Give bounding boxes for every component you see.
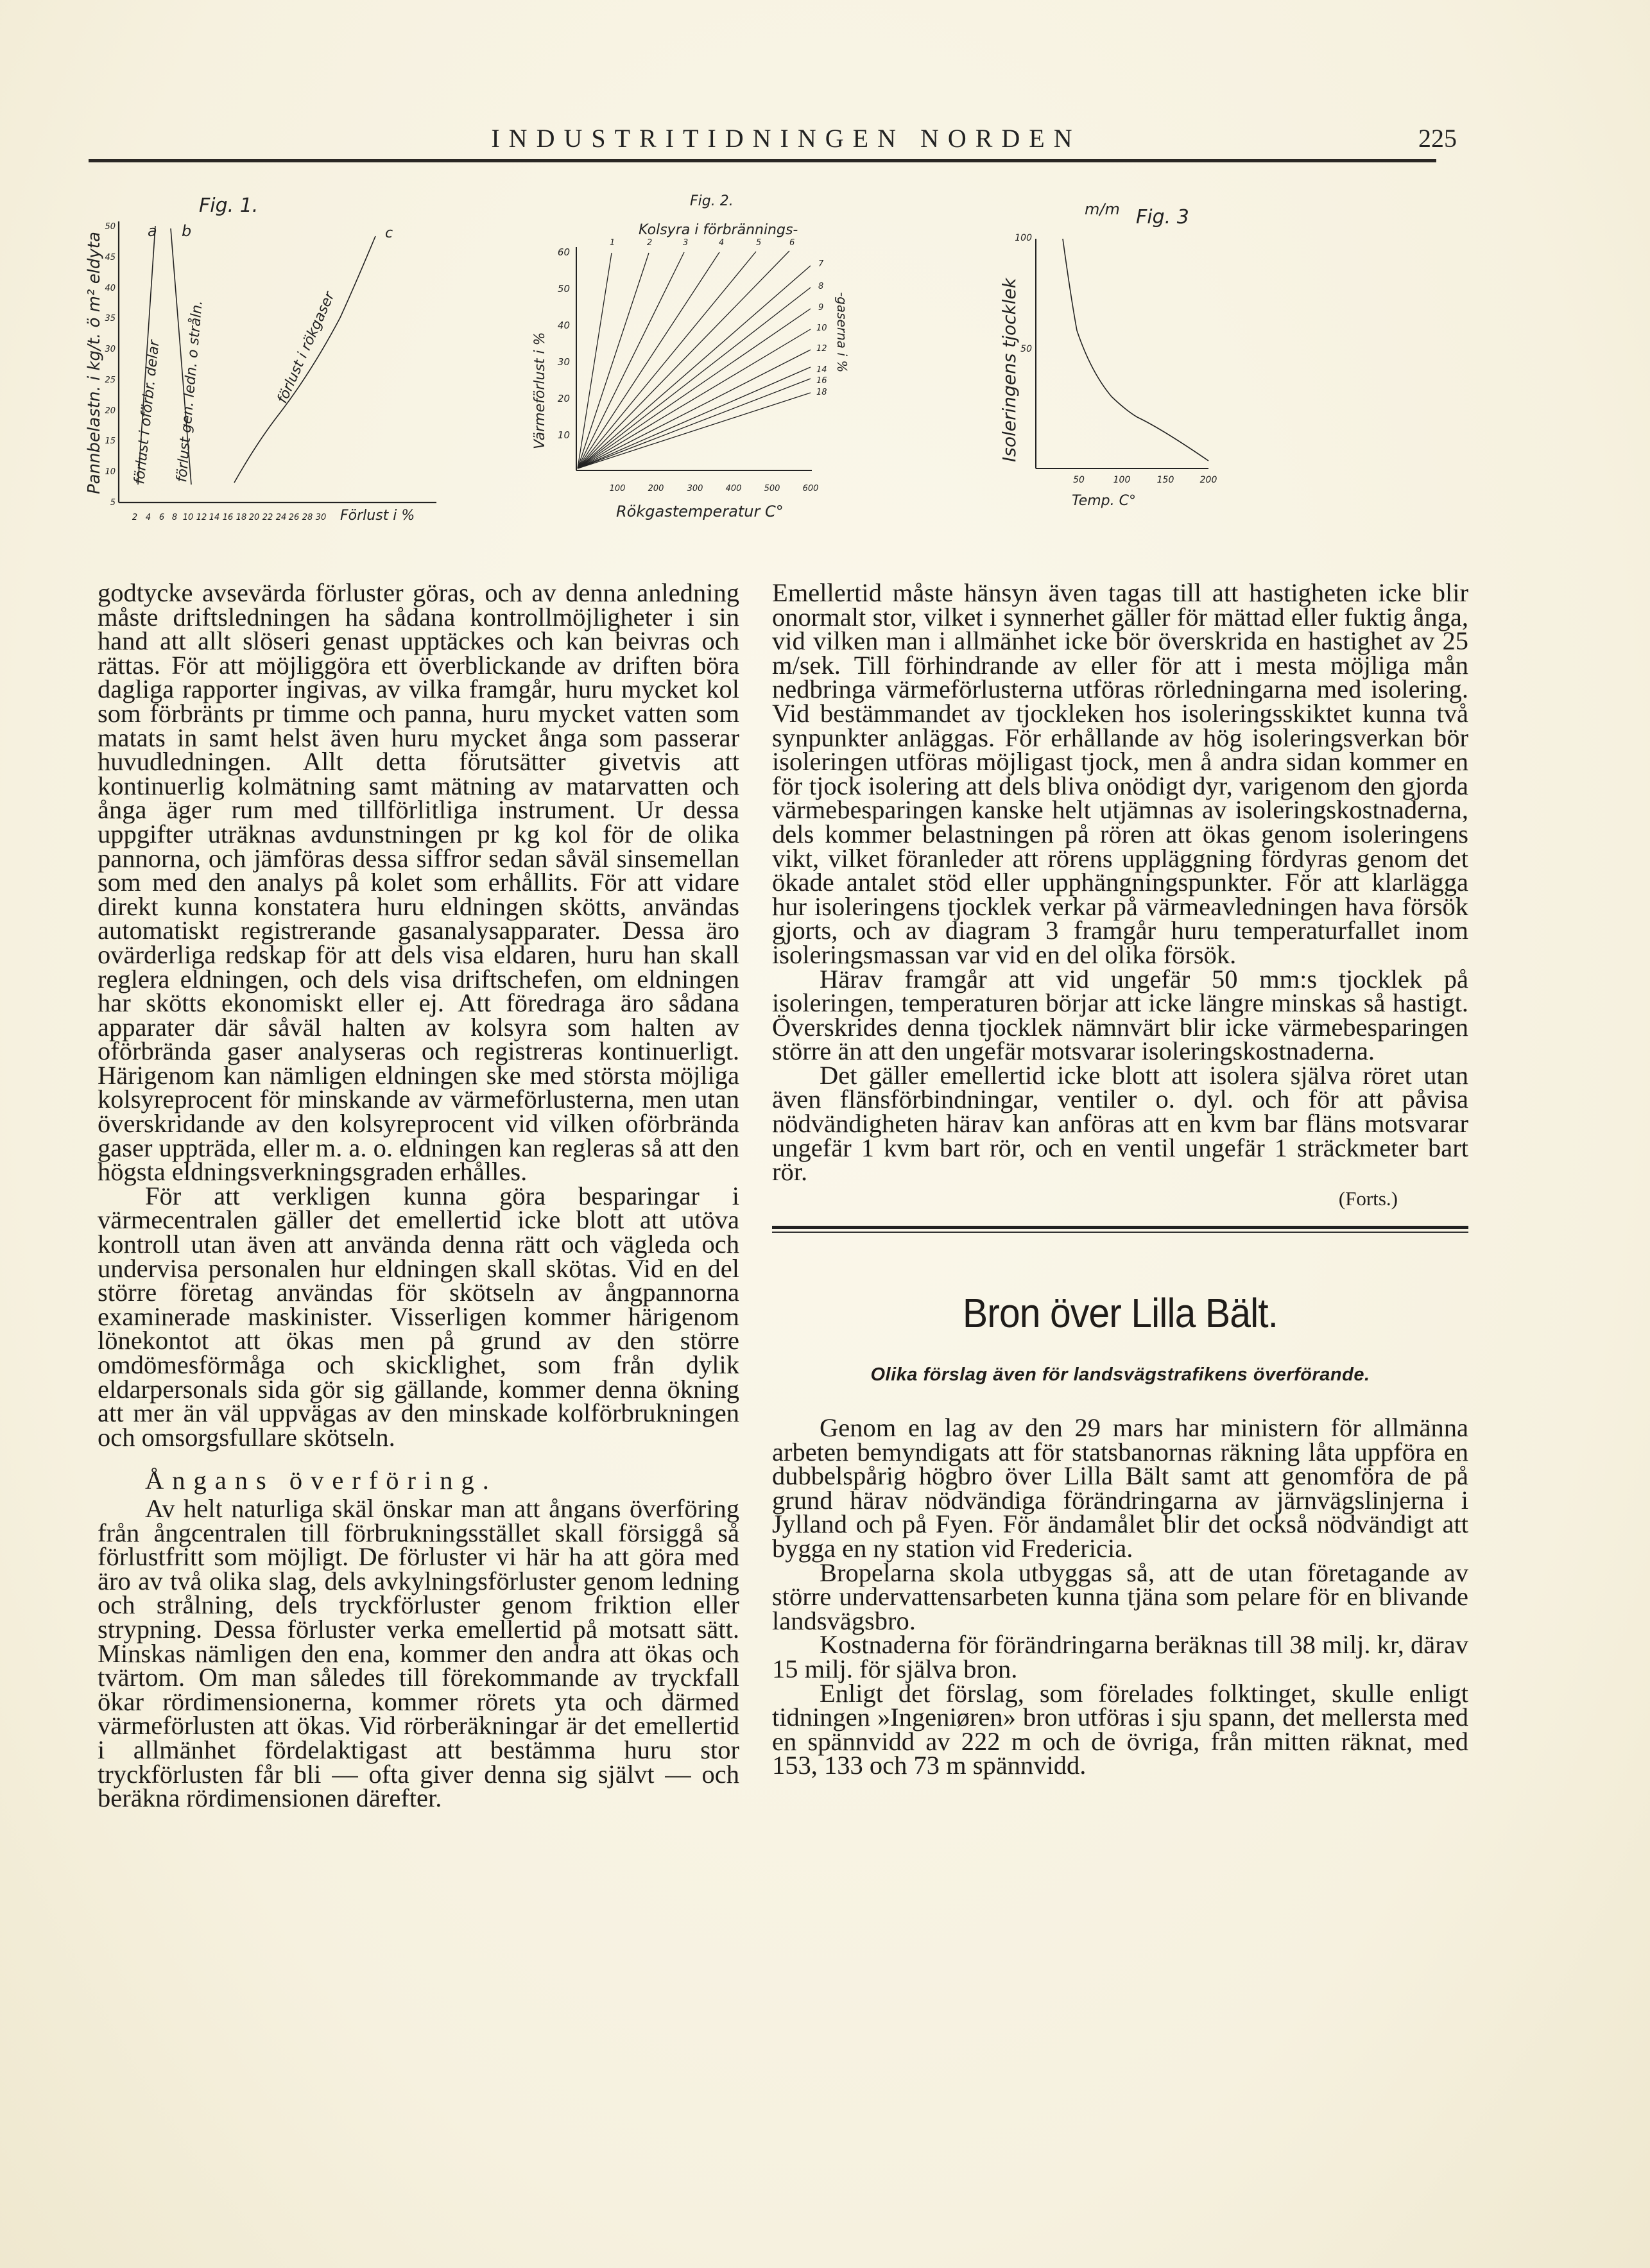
svg-text:28: 28 bbox=[302, 513, 313, 522]
svg-text:2: 2 bbox=[132, 513, 138, 522]
figure-1 bbox=[64, 186, 513, 552]
figure-2-chart bbox=[513, 186, 963, 546]
svg-text:6: 6 bbox=[789, 238, 795, 248]
svg-text:10: 10 bbox=[557, 429, 570, 441]
svg-text:16: 16 bbox=[222, 513, 234, 522]
article-paragraph-2: Bropelarna skola utbyggas så, att de utan företagande av större undervattensarbeten kunna tjäna som pelare för en blivande landsvägsbro. bbox=[772, 1558, 1468, 1635]
svg-text:10: 10 bbox=[182, 513, 194, 522]
left-column bbox=[98, 578, 739, 1813]
figure-3-xlabel: Temp. C° bbox=[1072, 493, 1136, 509]
svg-text:1: 1 bbox=[610, 238, 615, 248]
figure-3-curve bbox=[1063, 239, 1208, 461]
figure-2-ylabel: Värmeförlust i % bbox=[532, 332, 548, 449]
svg-text:12: 12 bbox=[816, 344, 827, 354]
article-paragraph-1: Genom en lag av den 29 mars har ministern för allmänna arbeten bemyndigats att för statsbanornas räkning låta uppföra en dubbelspårig högbro över Lilla Bält samt att genomföra de på grund härav nödvändiga förändringarna av järnvägslinjerna i Jylland och på Fyen. För ändamålet blir det också nödvändigt att bygga en ny station vid Fredericia. bbox=[772, 1413, 1468, 1563]
svg-text:26: 26 bbox=[288, 513, 300, 522]
svg-text:150: 150 bbox=[1156, 475, 1174, 485]
right-paragraph-2: Härav framgår att vid ungefär 50 mm:s tjocklek på isoleringen, temperaturen börjar att icke längre minskas så hastigt. Överskrides denna tjocklek nämnvärt blir icke värmebesparingen större än att den ungefär motsvarar isoleringskostnaderna. bbox=[772, 964, 1468, 1066]
curve-c-annotation: förlust i rökgaser bbox=[274, 289, 338, 406]
svg-text:4: 4 bbox=[145, 513, 151, 522]
article-paragraph-4: Enligt det förslag, som förelades folktinget, skulle enligt tidningen »Ingeniøren» bron utföras i sju spann, det mellersta med en spännvidd av 222 m och de övriga, från mitten räknat, med 153, 133 och 73 m spännvidd. bbox=[772, 1678, 1468, 1780]
svg-text:4: 4 bbox=[719, 238, 725, 248]
svg-text:5: 5 bbox=[756, 238, 762, 248]
figure-2-lines bbox=[578, 251, 811, 468]
section-heading: Ångans överföring. bbox=[145, 1466, 497, 1495]
right-paragraph-3: Det gäller emellertid icke blott att isolera själva röret utan även flänsförbindningar, ventiler o. dyl. och för att påvisa nödvändigheten härav kan anföras att en kvm bar fläns motsvarar ungefär 1 kvm bart rör, och en ventil ungefär 1 sträckmeter bart rör. bbox=[772, 1060, 1468, 1187]
figure-3-title: Fig. 3 bbox=[1136, 206, 1189, 228]
article-title: Bron över Lilla Bält. bbox=[962, 1290, 1278, 1337]
curve-b-label: b bbox=[182, 222, 192, 240]
svg-text:9: 9 bbox=[818, 303, 824, 313]
svg-text:7: 7 bbox=[818, 259, 824, 269]
curve-a-label: a bbox=[148, 222, 157, 240]
svg-text:30: 30 bbox=[315, 513, 327, 522]
figure-3 bbox=[1001, 186, 1463, 546]
svg-text:8: 8 bbox=[171, 513, 178, 522]
svg-text:2: 2 bbox=[647, 238, 653, 248]
publication-title: INDUSTRITIDNINGEN NORDEN bbox=[491, 124, 1081, 153]
svg-text:300: 300 bbox=[687, 484, 703, 494]
figure-3-chart bbox=[1001, 186, 1463, 546]
svg-text:14: 14 bbox=[816, 365, 827, 375]
right-paragraph-1: Emellertid måste hänsyn även tagas till att hastigheten icke blir onormalt stor, vilket i synnerhet gäller för mättad eller fuktig ånga, vid vilken man i allmänhet icke bör överskrida en hastighet av 25 m/sek. Till förhindrande av eller för att i mesta möjliga mån nedbringa värmeförlusterna utföras rörledningarna med isolering. Vid bestämmandet av tjockleken hos isoleringsskiktet kunna två synpunkter anläggas. För erhållande av hög isoleringsverkan bör isoleringen utföras möjligast tjock, men å andra sidan kommer en för tjock isolering att dels bliva onödigt dyr, varigenom den gjorda värmebesparingen kanske helt utjämnas av isoleringskostnaderna, dels kommer belastningen på rören att ökas genom isoleringens vikt, vilket föranleder att rörens uppläggning fördyras genom det ökade antalet stöd eller upphängningspunkter. För att klarlägga hur isoleringens tjocklek verkar på värmeavledningen hava försök gjorts, och av diagram 3 framgår huru temperaturfallet inom isoleringsmassan var vid en del olika försök. bbox=[772, 578, 1468, 969]
left-paragraph-1: godtycke avsevärda förluster göras, och av denna anledning måste driftsledningen ha sådana kontrollmöjligheter i sin hand att allt slöseri genast upptäckes och kan beivras och rättas. För att möjliggöra ett överblickande av driften böra dagliga rapporter ingivas, av vilka framgår, huru mycket kol som förbränts pr timme och panna, huru mycket vatten som matats in samt helst även huru mycket ånga som passerar huvudledningen. Allt detta förutsätter givetvis att kontinuerlig kolmätning samt mätning av matarvatten och ånga äger rum med tillförlitliga instrument. Ur dessa uppgifter uträknas avdunstningen pr kg kol för de olika pannorna, och jämföras dessa siffror sedan såväl sinsemellan som med den analys på kolet som erhållits. För att vidare direkt kunna konstatera huru eldningen skötts, användas automatiskt registrerande gasanalysapparater. Dessa äro ovärderliga redskap för att dels visa eldaren, huru han skall reglera eldningen, och dels visa driftschefen, om eldningen har skötts ekonomiskt eller ej. Att föredraga äro sådana apparater där såväl halten av kolsyra som halten av oförbrända gaser analyseras och registreras kontinuerligt. Härigenom kan nämligen eldningen ske med största möjliga kolsyreprocent för minskande av värmeförlusterna, men utan överskridande av den kolsyreprocent vid vilken oförbrända gaser uppträda, eller m. a. o. eldningen kan regleras så att den högsta eldningsverkningsgraden erhålles. bbox=[98, 578, 739, 1187]
svg-text:30: 30 bbox=[105, 345, 116, 354]
figure-1-title: Fig. 1. bbox=[199, 194, 259, 217]
article-paragraph-3: Kostnaderna för förändringarna beräknas till 38 milj. kr, därav 15 milj. för själva bron. bbox=[772, 1630, 1468, 1683]
svg-text:5: 5 bbox=[110, 498, 116, 508]
svg-text:100: 100 bbox=[609, 484, 626, 494]
svg-text:50: 50 bbox=[1020, 344, 1032, 354]
figure-2-xlabel: Rökgastemperatur C° bbox=[616, 503, 784, 520]
svg-text:18: 18 bbox=[236, 513, 247, 522]
svg-text:20: 20 bbox=[248, 513, 260, 522]
article-subtitle: Olika förslag även för landsvägstrafikens överförande. bbox=[870, 1364, 1370, 1386]
curve-a-annotation: förlust i oförbr. delar bbox=[132, 339, 163, 485]
svg-text:6: 6 bbox=[159, 513, 165, 522]
figure-1-ylabel: Pannbelastn. i kg/t. ö m² eldyta bbox=[85, 232, 104, 494]
svg-text:3: 3 bbox=[683, 238, 689, 248]
svg-text:20: 20 bbox=[105, 406, 116, 416]
figure-1-xlabel: Förlust i % bbox=[340, 508, 415, 524]
curve-b-annotation: förlust gen. ledn. o stråln. bbox=[174, 299, 206, 483]
svg-text:25: 25 bbox=[105, 375, 116, 385]
svg-text:40: 40 bbox=[557, 320, 570, 331]
svg-text:16: 16 bbox=[816, 376, 827, 386]
curve-c-label: c bbox=[385, 225, 393, 241]
header-rule bbox=[89, 159, 1436, 162]
left-paragraph-2: För att verkligen kunna göra besparingar i värmecentralen gäller det emellertid icke blott att utöva kontroll utan även att använda denna rätt och vägleda och undervisa personalen hur eldningen skall skötas. Vid en del större företag användas för skötseln av ångpannorna examinerade maskinister. Visserligen kommer härigenom lönekontot att ökas men på grund av den större omdömesförmåga och skicklighet, som från dylik eldarpersonals sida gör sig gällande, kommer denna ökning att mer än väl uppvägas av den minskade kolförbrukningen och omsorgsfullare skötseln. bbox=[98, 1181, 739, 1452]
right-column bbox=[772, 578, 1468, 1780]
svg-text:18: 18 bbox=[816, 388, 827, 397]
page-number: 225 bbox=[1418, 124, 1457, 153]
figure-3-unit: m/m bbox=[1085, 200, 1120, 218]
svg-text:100: 100 bbox=[1113, 475, 1131, 485]
svg-text:500: 500 bbox=[764, 484, 780, 494]
svg-text:10: 10 bbox=[816, 323, 827, 333]
svg-text:100: 100 bbox=[1015, 233, 1032, 243]
figure-2 bbox=[513, 186, 963, 546]
svg-text:200: 200 bbox=[1199, 475, 1217, 485]
left-section-paragraph-1: Av helt naturliga skäl önskar man att ångans överföring från ångcentralen till förbrukningsstället skall försiggå så förlustfritt som möjligt. De förluster vi här ha att göra med äro av två olika slag, dels avkylningsförluster genom ledning och strålning, dels tryckförluster genom friktion eller strypning. Dessa förluster verka emellertid på motsatt sätt. Minskas nämligen den ena, kommer den andra att ökas och tvärtom. Om man således till förekommande av tryckfall ökar rördimensionerna, kommer rörets yta och därmed värmeförlusten att ökas. Vid rörberäkningar är det emellertid i allmänhet fördelaktigast att bestämma huru stor tryckförlusten får bli — ofta giver denna sig självt — och beräkna rördimensionen därefter. bbox=[98, 1493, 739, 1813]
svg-text:400: 400 bbox=[725, 484, 742, 494]
svg-text:15: 15 bbox=[105, 436, 116, 446]
svg-text:24: 24 bbox=[275, 513, 287, 522]
svg-text:20: 20 bbox=[557, 393, 570, 404]
svg-text:12: 12 bbox=[196, 513, 207, 522]
article-divider bbox=[772, 1226, 1468, 1233]
svg-text:22: 22 bbox=[262, 513, 273, 522]
svg-text:50: 50 bbox=[105, 222, 116, 232]
figure-2-title: Fig. 2. bbox=[690, 193, 734, 209]
figure-2-right-label: -gaserna i % bbox=[834, 292, 850, 373]
svg-text:50: 50 bbox=[557, 283, 570, 295]
svg-text:10: 10 bbox=[105, 467, 116, 477]
figure-2-line-labels bbox=[610, 238, 827, 397]
svg-text:30: 30 bbox=[557, 356, 570, 368]
figure-2-top-label: Kolsyra i förbrännings- bbox=[639, 222, 798, 238]
figure-1-chart bbox=[64, 186, 513, 552]
svg-text:600: 600 bbox=[802, 484, 819, 494]
running-header bbox=[0, 123, 1650, 162]
svg-text:60: 60 bbox=[557, 246, 570, 258]
continued-note: (Forts.) bbox=[1338, 1187, 1398, 1210]
svg-text:8: 8 bbox=[818, 282, 824, 291]
svg-text:14: 14 bbox=[209, 513, 220, 522]
svg-text:200: 200 bbox=[648, 484, 664, 494]
figure-3-ylabel: Isoleringens tjocklek bbox=[999, 278, 1020, 462]
svg-text:35: 35 bbox=[105, 314, 116, 323]
svg-text:45: 45 bbox=[105, 253, 116, 262]
svg-text:50: 50 bbox=[1073, 475, 1085, 485]
svg-text:40: 40 bbox=[105, 284, 116, 293]
